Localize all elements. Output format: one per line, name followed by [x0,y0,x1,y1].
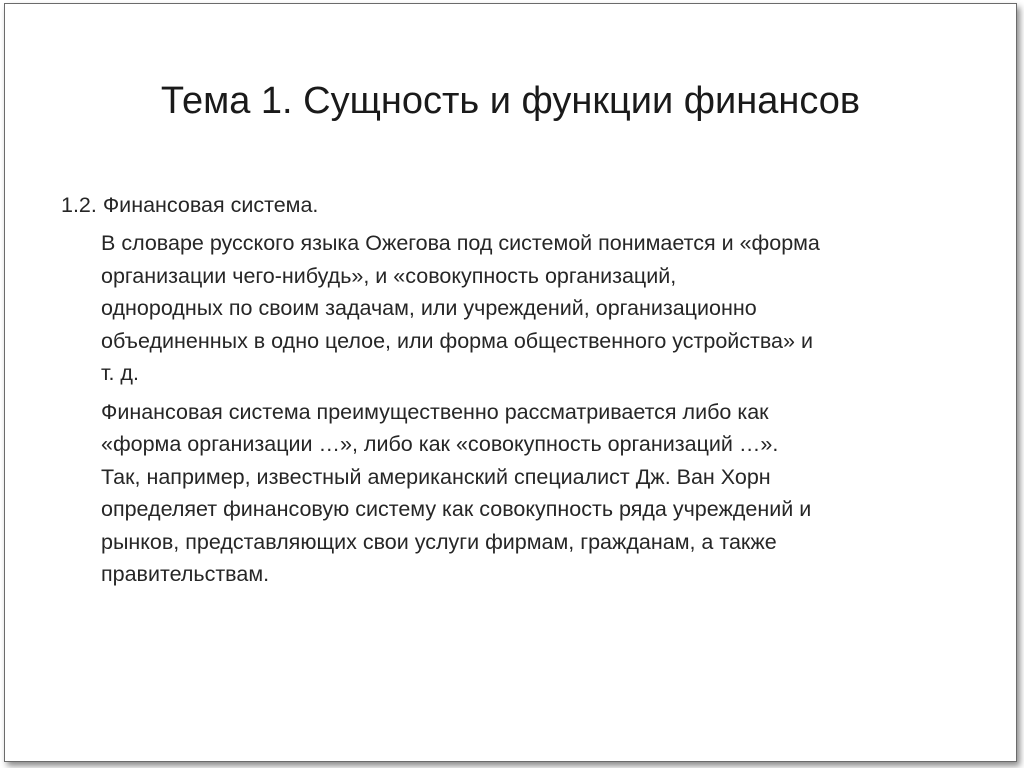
paragraph-line: правительствам. [101,562,270,586]
paragraph-line: Финансовая система преимущественно рассматривается либо как [101,399,769,424]
paragraph-line: определяет финансовую систему как совокупность ряда учреждений и [101,497,812,521]
paragraph-line: В словаре русского языка Ожегова под системой понимается и «форма [101,231,820,255]
paragraph-financial-system [101,396,971,591]
paragraph-definition [101,227,971,390]
slide [4,3,1017,762]
section-heading: 1.2. Финансовая система. [61,193,319,217]
paragraph-line: однородных по своим задачам, или учреждений, организационно [101,296,757,320]
slide-content [61,189,971,597]
slide-title: Тема 1. Сущность и функции финансов [160,80,861,122]
paragraph-line: «форма организации …», либо как «совокупность организаций …». [101,432,779,456]
paragraph-line: т. д. [101,361,139,385]
paragraph-line: Так, например, известный американский специалист Дж. Ван Хорн [101,464,771,489]
paragraph-line: организации чего-нибудь», и «совокупность организаций, [101,263,677,288]
paragraph-line: рынков, представляющих свои услуги фирмам, гражданам, а также [101,529,777,554]
paragraph-line: объединенных в одно целое, или форма общественного устройства» и [101,328,813,353]
